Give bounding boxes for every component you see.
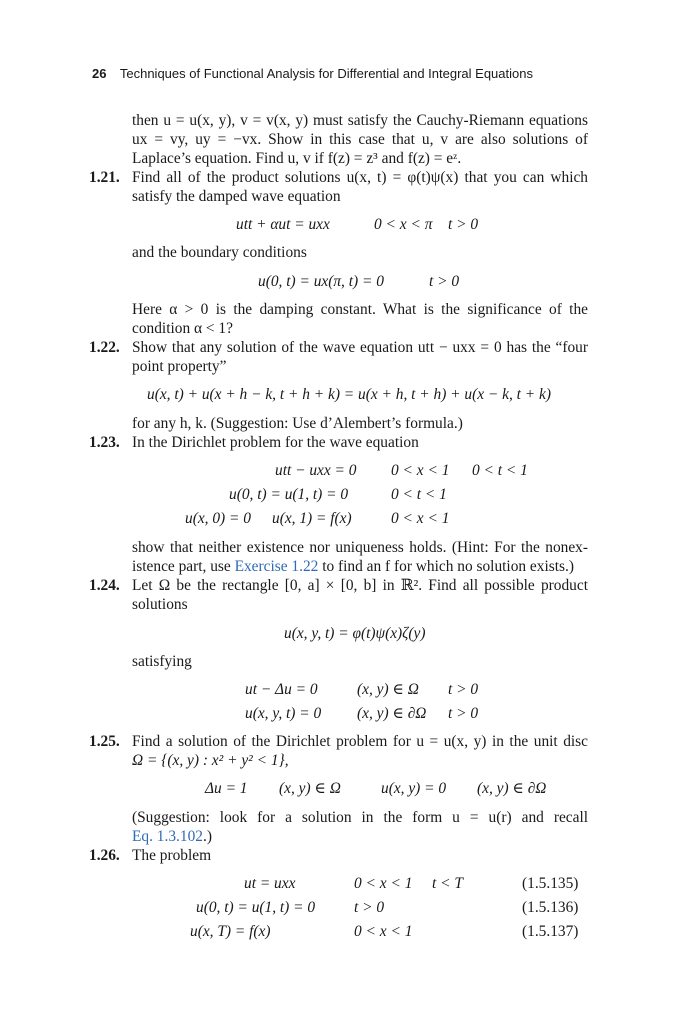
exercise-number: 1.22. bbox=[89, 339, 120, 356]
equation-condition: t > 0 bbox=[448, 681, 479, 698]
text-line: Find a solution of the Dirichlet problem for u = u(x, y) in the unit disc bbox=[132, 733, 588, 750]
equation-condition: 0 < t < 1 bbox=[391, 486, 447, 503]
text-span: istence part, use bbox=[132, 558, 235, 575]
equation-condition: t > 0 bbox=[429, 273, 460, 290]
equation-condition: (x, y) ∈ Ω bbox=[279, 780, 341, 797]
exercise-number: 1.26. bbox=[89, 847, 120, 864]
text-line bbox=[132, 827, 212, 847]
book-title: Techniques of Functional Analysis for Differential and Integral Equations bbox=[119, 66, 533, 81]
equation-number: (1.5.136) bbox=[522, 899, 579, 916]
equation-number: (1.5.135) bbox=[522, 875, 579, 892]
equation-condition: t > 0 bbox=[448, 705, 479, 722]
equation-condition: t > 0 bbox=[354, 899, 385, 916]
text-line: Show that any solution of the wave equation utt − uxx = 0 has the “four bbox=[132, 339, 588, 356]
equation-condition: (x, y) ∈ ∂Ω bbox=[477, 780, 547, 797]
equation-condition: 0 < x < π bbox=[374, 216, 433, 233]
text-line: In the Dirichlet problem for the wave equation bbox=[132, 434, 419, 451]
equation: u(x, 1) = f(x) bbox=[272, 510, 352, 527]
equation-link[interactable]: Eq. 1.3.102 bbox=[132, 828, 203, 845]
text-line: (Suggestion: look for a solution in the form u = u(r) and recall bbox=[132, 809, 588, 826]
equation: ut − Δu = 0 bbox=[245, 681, 318, 698]
equation: u(0, t) = u(1, t) = 0 bbox=[196, 899, 316, 916]
text-line: Let Ω be the rectangle [0, a] × [0, b] in ℝ². Find all possible product bbox=[132, 577, 588, 594]
exercise-number: 1.21. bbox=[89, 169, 120, 186]
equation: u(0, t) = ux(π, t) = 0 bbox=[258, 273, 384, 290]
equation-condition: 0 < x < 1 bbox=[354, 875, 413, 892]
text-line: satisfying bbox=[132, 653, 192, 670]
equation: u(x, t) + u(x + h − k, t + h + k) = u(x + h, t + h) + u(x − k, t + k) bbox=[147, 386, 551, 403]
equation: u(x, 0) = 0 bbox=[185, 510, 251, 527]
exercise-number: 1.24. bbox=[89, 577, 120, 594]
text-line: for any h, k. (Suggestion: Use d’Alembert’s formula.) bbox=[132, 415, 463, 432]
equation: ut = uxx bbox=[244, 875, 296, 892]
equation-condition: 0 < x < 1 bbox=[391, 462, 450, 479]
text-line: point property” bbox=[132, 358, 227, 375]
equation: u(x, y, t) = 0 bbox=[245, 705, 322, 722]
text-line: satisfy the damped wave equation bbox=[132, 188, 341, 205]
text-line: solutions bbox=[132, 596, 188, 613]
equation-condition: (x, y) ∈ Ω bbox=[357, 681, 419, 698]
equation-condition: t < T bbox=[432, 875, 463, 892]
equation: u(x, y) = 0 bbox=[381, 780, 447, 797]
equation-condition: 0 < x < 1 bbox=[354, 923, 413, 940]
text-line: The problem bbox=[132, 847, 212, 864]
equation-condition: (x, y) ∈ ∂Ω bbox=[357, 705, 427, 722]
equation-condition: 0 < x < 1 bbox=[391, 510, 450, 527]
running-header bbox=[92, 66, 533, 81]
equation: u(0, t) = u(1, t) = 0 bbox=[229, 486, 349, 503]
equation: u(x, y, t) = φ(t)ψ(x)ζ(y) bbox=[284, 625, 426, 642]
text-line: Find all of the product solutions u(x, t) = φ(t)ψ(x) that you can which bbox=[132, 169, 588, 186]
text-line: Laplace’s equation. Find u, v if f(z) = z³ and f(z) = eᶻ. bbox=[132, 150, 462, 167]
text-line: Here α > 0 is the damping constant. What is the significance of the bbox=[132, 301, 588, 318]
exercise-number: 1.23. bbox=[89, 434, 120, 451]
equation-number: (1.5.137) bbox=[522, 923, 579, 940]
text-line: condition α < 1? bbox=[132, 320, 233, 337]
equation-condition: 0 < t < 1 bbox=[472, 462, 528, 479]
exercise-number: 1.25. bbox=[89, 733, 120, 750]
text-line: ux = vy, uy = −vx. Show in this case that u, v are also solutions of bbox=[132, 131, 588, 148]
text-span: .) bbox=[202, 828, 212, 845]
page-number: 26 bbox=[92, 66, 107, 81]
equation-condition: t > 0 bbox=[448, 216, 479, 233]
text-line: show that neither existence nor uniqueness holds. (Hint: For the nonex- bbox=[132, 539, 588, 556]
equation: utt − uxx = 0 bbox=[275, 462, 357, 479]
text-span: to find an f for which no solution exists.) bbox=[318, 558, 574, 575]
equation: Δu = 1 bbox=[205, 780, 248, 797]
exercise-link[interactable]: Exercise 1.22 bbox=[234, 558, 319, 575]
text-line: then u = u(x, y), v = v(x, y) must satisfy the Cauchy-Riemann equations bbox=[132, 112, 588, 129]
equation: Ω = {(x, y) : x² + y² < 1}, bbox=[132, 752, 289, 769]
text-line bbox=[132, 557, 574, 577]
text-line: and the boundary conditions bbox=[132, 244, 307, 261]
equation: utt + αut = uxx bbox=[236, 216, 330, 233]
equation: u(x, T) = f(x) bbox=[190, 923, 271, 940]
